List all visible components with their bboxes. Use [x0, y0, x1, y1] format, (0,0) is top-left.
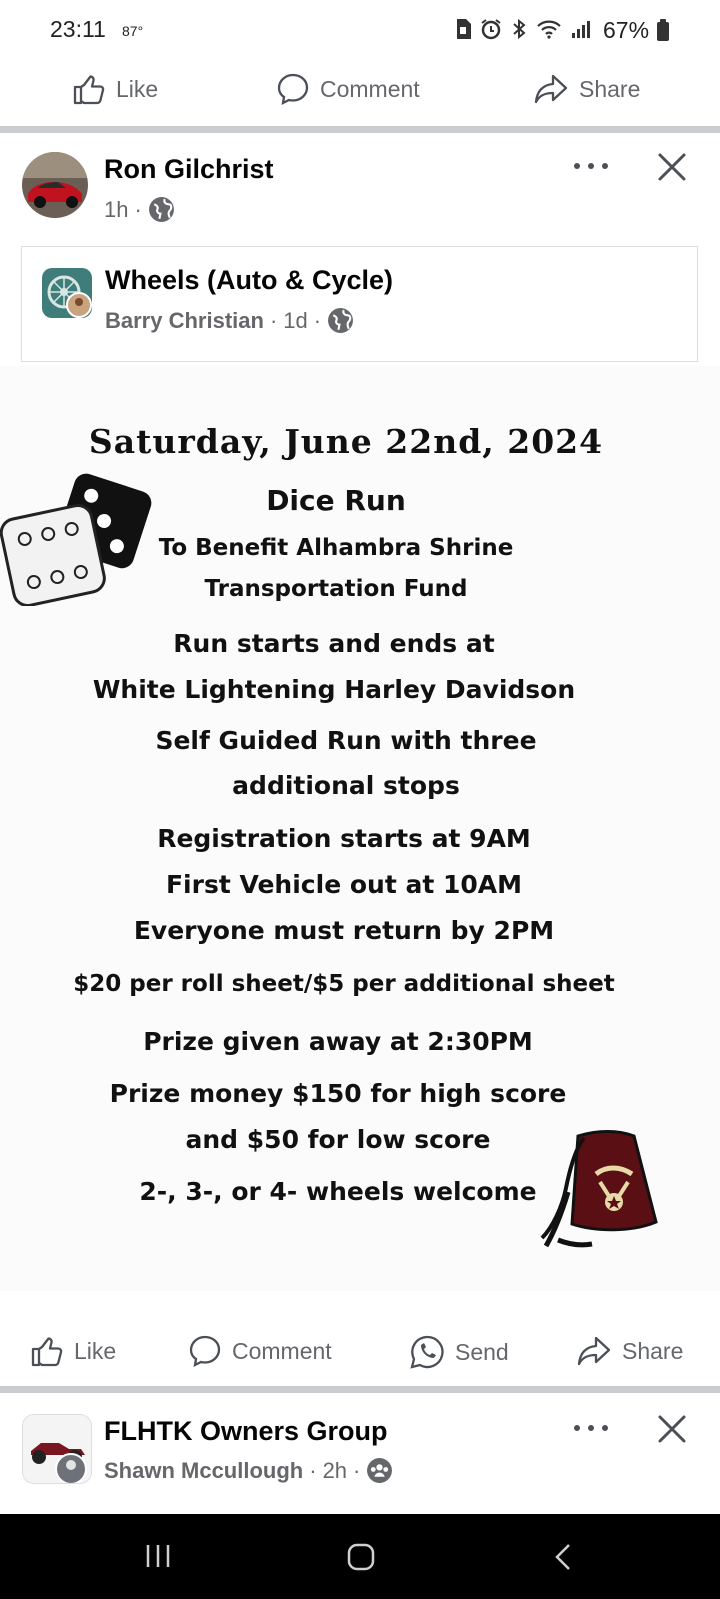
post-actions	[0, 1326, 720, 1384]
globe-icon	[148, 196, 175, 223]
flyer-location-line1: Run starts and ends at	[173, 629, 495, 658]
flyer-return: Everyone must return by 2PM	[133, 916, 555, 945]
meta-separator: ·	[353, 1457, 361, 1483]
fez-hat-icon	[538, 1122, 672, 1256]
thumbs-up-icon	[30, 1334, 64, 1368]
post-author-name[interactable]: Ron Gilchrist	[104, 154, 274, 184]
next-post-time[interactable]: 2h	[322, 1457, 348, 1483]
feed-divider	[0, 1386, 720, 1393]
comment-icon	[188, 1334, 222, 1368]
original-author[interactable]: Barry Christian	[105, 307, 264, 333]
group-name[interactable]: Wheels (Auto & Cycle)	[105, 265, 394, 295]
globe-icon	[327, 307, 354, 334]
meta-separator: ·	[313, 307, 322, 333]
more-options-icon[interactable]	[574, 1423, 608, 1433]
status-time: 23:11	[50, 16, 106, 42]
flyer-guided-line2: additional stops	[232, 771, 460, 800]
battery-icon	[657, 22, 669, 41]
group-avatar[interactable]	[22, 1414, 92, 1484]
flyer-price: $20 per roll sheet/$5 per additional sheet	[73, 971, 615, 997]
whatsapp-icon	[409, 1334, 445, 1370]
home-icon[interactable]	[346, 1542, 376, 1572]
comment-button[interactable]	[188, 1334, 332, 1368]
shared-meta	[105, 307, 354, 334]
post-meta	[104, 196, 175, 223]
send-label: Send	[455, 1338, 509, 1365]
feed-divider	[0, 126, 720, 133]
comment-label: Comment	[320, 75, 420, 102]
flyer-prize-line2: and $50 for low score	[185, 1125, 491, 1154]
wifi-icon	[536, 19, 562, 39]
flyer-first-vehicle: First Vehicle out at 10AM	[165, 870, 523, 899]
like-button[interactable]	[72, 72, 158, 106]
flyer-date: Saturday, June 22nd, 2024	[88, 422, 604, 461]
meta-separator: ·	[134, 196, 142, 222]
flyer-prize-line1: Prize money $150 for high score	[109, 1079, 567, 1108]
flyer-benefit-line2: Transportation Fund	[204, 576, 468, 602]
back-icon[interactable]	[553, 1542, 573, 1572]
share-label: Share	[622, 1337, 684, 1364]
flyer-title: Dice Run	[266, 484, 406, 517]
motorcycle-photo-icon	[23, 1415, 92, 1484]
status-icons	[455, 18, 593, 40]
flyer-registration: Registration starts at 9AM	[157, 824, 531, 853]
post-flyer-image[interactable]	[0, 366, 720, 1291]
recent-apps-icon[interactable]	[144, 1542, 172, 1570]
close-icon[interactable]	[657, 1414, 687, 1444]
alarm-icon	[480, 18, 502, 40]
like-label: Like	[116, 75, 159, 102]
comment-label: Comment	[232, 1337, 332, 1364]
comment-icon	[276, 72, 310, 106]
system-navigation-bar	[0, 1514, 720, 1599]
close-icon[interactable]	[657, 152, 687, 182]
share-label: Share	[579, 75, 641, 102]
bluetooth-icon	[511, 18, 527, 40]
flyer-wheels: 2-, 3-, or 4- wheels welcome	[139, 1177, 537, 1206]
status-bar	[0, 0, 720, 62]
share-button[interactable]	[533, 72, 640, 106]
flyer-guided-line1: Self Guided Run with three	[155, 726, 537, 755]
like-label: Like	[74, 1337, 117, 1364]
wheel-logo-icon	[42, 268, 92, 318]
share-button[interactable]	[576, 1334, 683, 1368]
like-button[interactable]	[30, 1334, 116, 1368]
group-logo[interactable]	[42, 268, 92, 318]
flyer-location-line2: White Lightening Harley Davidson	[92, 675, 576, 704]
previous-post-actions	[0, 62, 720, 124]
comment-button[interactable]	[276, 72, 420, 106]
share-icon	[533, 72, 569, 106]
thumbs-up-icon	[72, 72, 106, 106]
car-photo-icon	[22, 152, 88, 218]
post-time[interactable]: 1h	[104, 196, 129, 222]
battery-percent: 67%	[603, 17, 650, 43]
flyer-benefit-line1: To Benefit Alhambra Shrine	[158, 535, 514, 561]
shared-post-header[interactable]	[21, 246, 698, 362]
next-post-meta	[104, 1457, 393, 1484]
shared-time[interactable]: 1d	[283, 307, 308, 333]
meta-separator: ·	[269, 307, 278, 333]
sim-icon	[455, 19, 471, 39]
next-post-author[interactable]: Shawn Mccullough	[104, 1457, 304, 1483]
author-avatar[interactable]	[22, 152, 88, 218]
meta-separator: ·	[309, 1457, 317, 1483]
next-group-name[interactable]: FLHTK Owners Group	[104, 1416, 388, 1446]
signal-icon	[571, 19, 593, 39]
more-options-icon[interactable]	[574, 161, 608, 171]
send-button[interactable]	[409, 1334, 509, 1370]
group-members-icon	[366, 1457, 393, 1484]
status-temperature: 87°	[122, 23, 144, 39]
share-icon	[576, 1334, 612, 1368]
flyer-prize-time: Prize given away at 2:30PM	[143, 1027, 533, 1056]
